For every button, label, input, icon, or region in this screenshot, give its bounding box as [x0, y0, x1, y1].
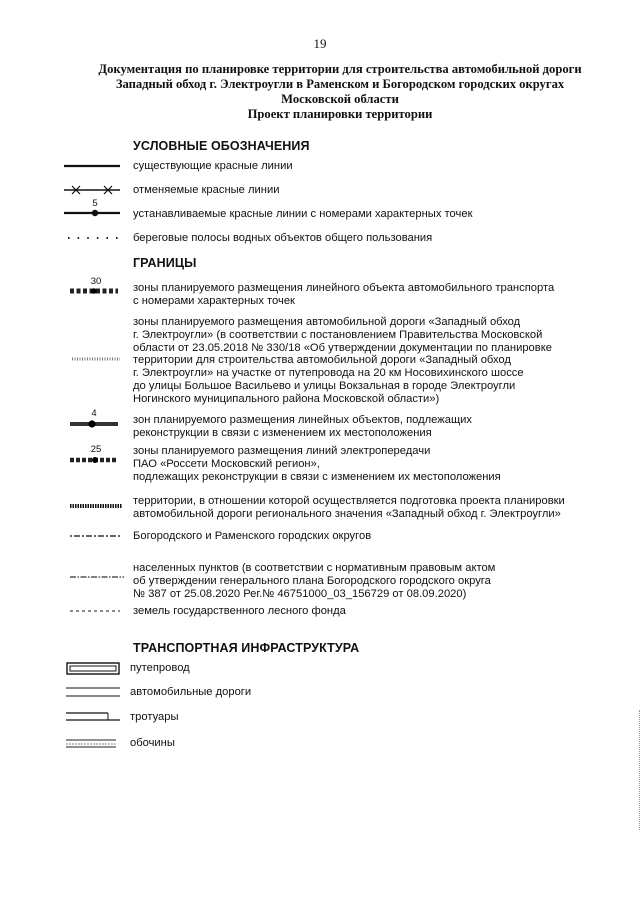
document-title — [40, 62, 640, 122]
point-number: 5 — [92, 198, 98, 209]
power-line-zone-icon — [70, 454, 130, 466]
transport-item-label: тротуары — [130, 711, 179, 723]
planning-territory-border-icon — [70, 500, 130, 512]
reconstruction-zone-icon — [70, 418, 130, 430]
red-line-with-point-icon — [64, 207, 124, 219]
point-number: 30 — [90, 276, 102, 287]
roadside-icon — [66, 737, 126, 751]
transport-heading: ТРАНСПОРТНАЯ ИНФРАСТРУКТУРА — [133, 641, 360, 655]
title-line-4: Проект планировки территории — [247, 107, 433, 121]
linear-object-zone-icon — [70, 285, 130, 297]
page-number: 19 — [313, 36, 327, 51]
border-item-label: зоны планируемого размещения автомобильной дороги «Западный обход г. Электроугли» (в соответствии с постановлением Правительства Московской области от 23.05.2018 № 330/18 «Об утверждении документации по планировке территории для строительства автомобильной дороги «Западный обход г. Электроугли» на участке от путепровода на 20 км Носовихинского шоссе до улицы Большое Васильево и улицы Вокзальная в городе Электроугли Ногинского муниципального района Московской области») — [133, 316, 552, 405]
road-icon — [66, 686, 126, 700]
point-number: 25 — [90, 444, 102, 455]
border-item-label: Богородского и Раменского городских округов — [133, 530, 372, 542]
legend-item-label: береговые полосы водных объектов общего пользования — [133, 232, 433, 244]
title-line-3: Московской области — [281, 92, 399, 106]
point-number: 4 — [91, 408, 97, 419]
legend-item-label: отменяемые красные линии — [133, 184, 280, 196]
border-item-label: зон планируемого размещения линейных объектов, подлежащих реконструкции в связи с изменением их местоположения — [133, 414, 473, 439]
sidewalk-icon — [66, 711, 126, 725]
forest-fund-border-icon — [70, 605, 130, 617]
transport-item-label: автомобильные дороги — [130, 686, 252, 698]
transport-item-label: путепровод — [130, 662, 190, 674]
border-item-label: зоны планируемого размещения линейного объекта автомобильного транспорта с номерами характерных точек — [133, 282, 555, 307]
title-line-2: Западный обход г. Электроугли в Раменском и Богородском городских округах — [115, 77, 565, 91]
settlement-border-icon — [70, 571, 130, 583]
crossed-red-line-icon — [64, 184, 124, 196]
legend-item-label: устанавливаемые красные линии с номерами характерных точек — [133, 208, 473, 220]
border-item-label: населенных пунктов (в соответствии с нормативным правовым актом об утверждении генерального плана Богородского городского округа № 387 от 25.08.2020 Рег.№ 46751000_03_156729 от 08.09.2020) — [133, 562, 496, 600]
legend-heading: УСЛОВНЫЕ ОБОЗНАЧЕНИЯ — [133, 139, 310, 153]
overpass-icon — [66, 662, 126, 676]
legend-item-label: существующие красные линии — [133, 160, 293, 172]
transport-item-label: обочины — [130, 737, 175, 749]
dotted-shore-line-icon — [64, 232, 124, 244]
title-line-1: Документация по планировке территории для строительства автомобильной дороги — [98, 62, 582, 76]
district-border-icon — [70, 530, 130, 542]
border-item-label: территории, в отношении которой осуществляется подготовка проекта планировки автомобильной дороги регионального значения «Западный обход г. Электроугли» — [133, 495, 565, 520]
solid-red-line-icon — [64, 160, 124, 172]
borders-heading: ГРАНИЦЫ — [133, 256, 197, 270]
border-item-label: зоны планируемого размещения линий электропередачи ПАО «Россети Московский регион», подлежащих реконструкции в связи с изменением их местоположения — [133, 445, 501, 483]
border-item-label: земель государственного лесного фонда — [133, 605, 346, 617]
road-zone-hatched-icon — [72, 353, 132, 365]
